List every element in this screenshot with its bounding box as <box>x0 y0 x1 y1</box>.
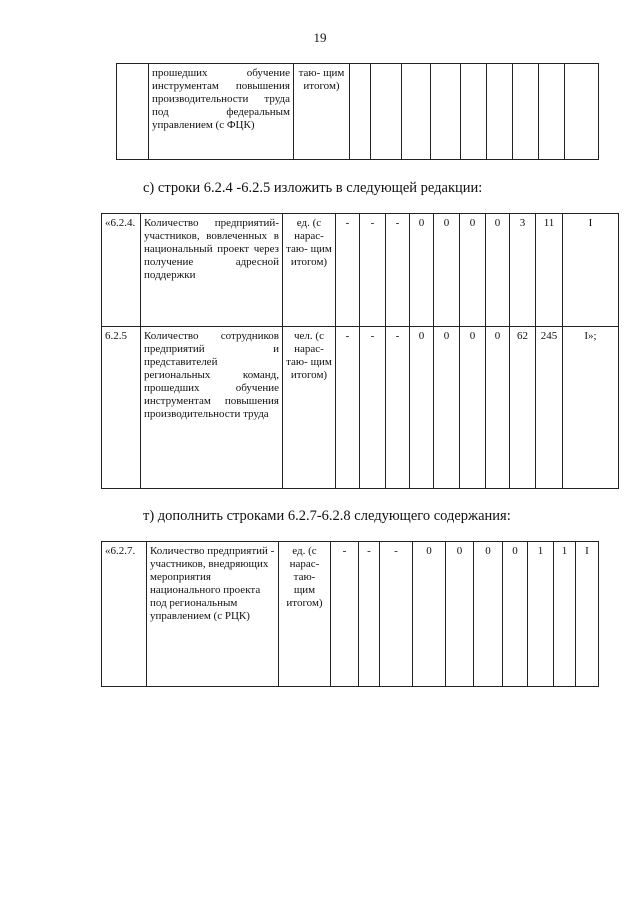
value-cell: 0 <box>410 214 434 327</box>
description-cell: Количество сотрудников предприятий и представителей региональных команд, прошедших обучение инструментам повышения производительности труда <box>141 327 283 489</box>
table-row <box>117 64 599 160</box>
value-cell: - <box>336 327 360 489</box>
value-cell: - <box>380 542 413 687</box>
value-cell: - <box>331 542 359 687</box>
value-cell: 0 <box>434 214 460 327</box>
row-number-cell: «6.2.7. <box>102 542 147 687</box>
value-cell: - <box>360 214 386 327</box>
description-cell: прошедших обучение инструментам повышения производительности труда под федеральным управлением (с ФЦК) <box>149 64 294 160</box>
unit-cell: ед. (с нарас- таю- щим итогом) <box>279 542 331 687</box>
value-cell: 0 <box>474 542 503 687</box>
description-cell: Количество предприятий - участников, внедряющих мероприятия национального проекта под региональным управлением (с РЦК) <box>147 542 279 687</box>
table-t <box>101 541 599 687</box>
value-cell: 0 <box>446 542 474 687</box>
value-cell: 0 <box>460 214 486 327</box>
value-cell: - <box>386 214 410 327</box>
value-cell: I»; <box>563 327 619 489</box>
value-cell: 0 <box>503 542 528 687</box>
value-cell: I <box>576 542 599 687</box>
value-cell: 1 <box>554 542 576 687</box>
row-number-cell: 6.2.5 <box>102 327 141 489</box>
value-cell: 0 <box>413 542 446 687</box>
unit-cell: ед. (с нарас- таю- щим итогом) <box>283 214 336 327</box>
value-cell: 0 <box>410 327 434 489</box>
value-cell: 0 <box>486 214 510 327</box>
table-row <box>102 327 619 489</box>
table-c <box>101 213 619 489</box>
value-cell: - <box>359 542 380 687</box>
row-number-cell: «6.2.4. <box>102 214 141 327</box>
row-number-cell <box>117 64 149 160</box>
paragraph-c: с) строки 6.2.4 -6.2.5 изложить в следующей редакции: <box>143 180 483 196</box>
unit-cell: таю- щим итогом) <box>294 64 350 160</box>
table-row <box>102 542 599 687</box>
unit-cell: чел. (с нарас- таю- щим итогом) <box>283 327 336 489</box>
value-cell: 3 <box>510 214 536 327</box>
value-cell: - <box>386 327 410 489</box>
value-cell: 0 <box>486 327 510 489</box>
value-cell: 0 <box>434 327 460 489</box>
page-number: 19 <box>313 30 327 45</box>
value-cell: 11 <box>536 214 563 327</box>
value-cell: 1 <box>528 542 554 687</box>
value-cell: - <box>360 327 386 489</box>
value-cell: 245 <box>536 327 563 489</box>
table-continuation <box>116 63 599 160</box>
description-cell: Количество предприятий-участников, вовлеченных в национальный проект через получение адресной поддержки <box>141 214 283 327</box>
value-cell: 0 <box>460 327 486 489</box>
table-row <box>102 214 619 327</box>
paragraph-t: т) дополнить строками 6.2.7-6.2.8 следующего содержания: <box>143 508 511 524</box>
value-cell: I <box>563 214 619 327</box>
value-cell: - <box>336 214 360 327</box>
value-cell: 62 <box>510 327 536 489</box>
